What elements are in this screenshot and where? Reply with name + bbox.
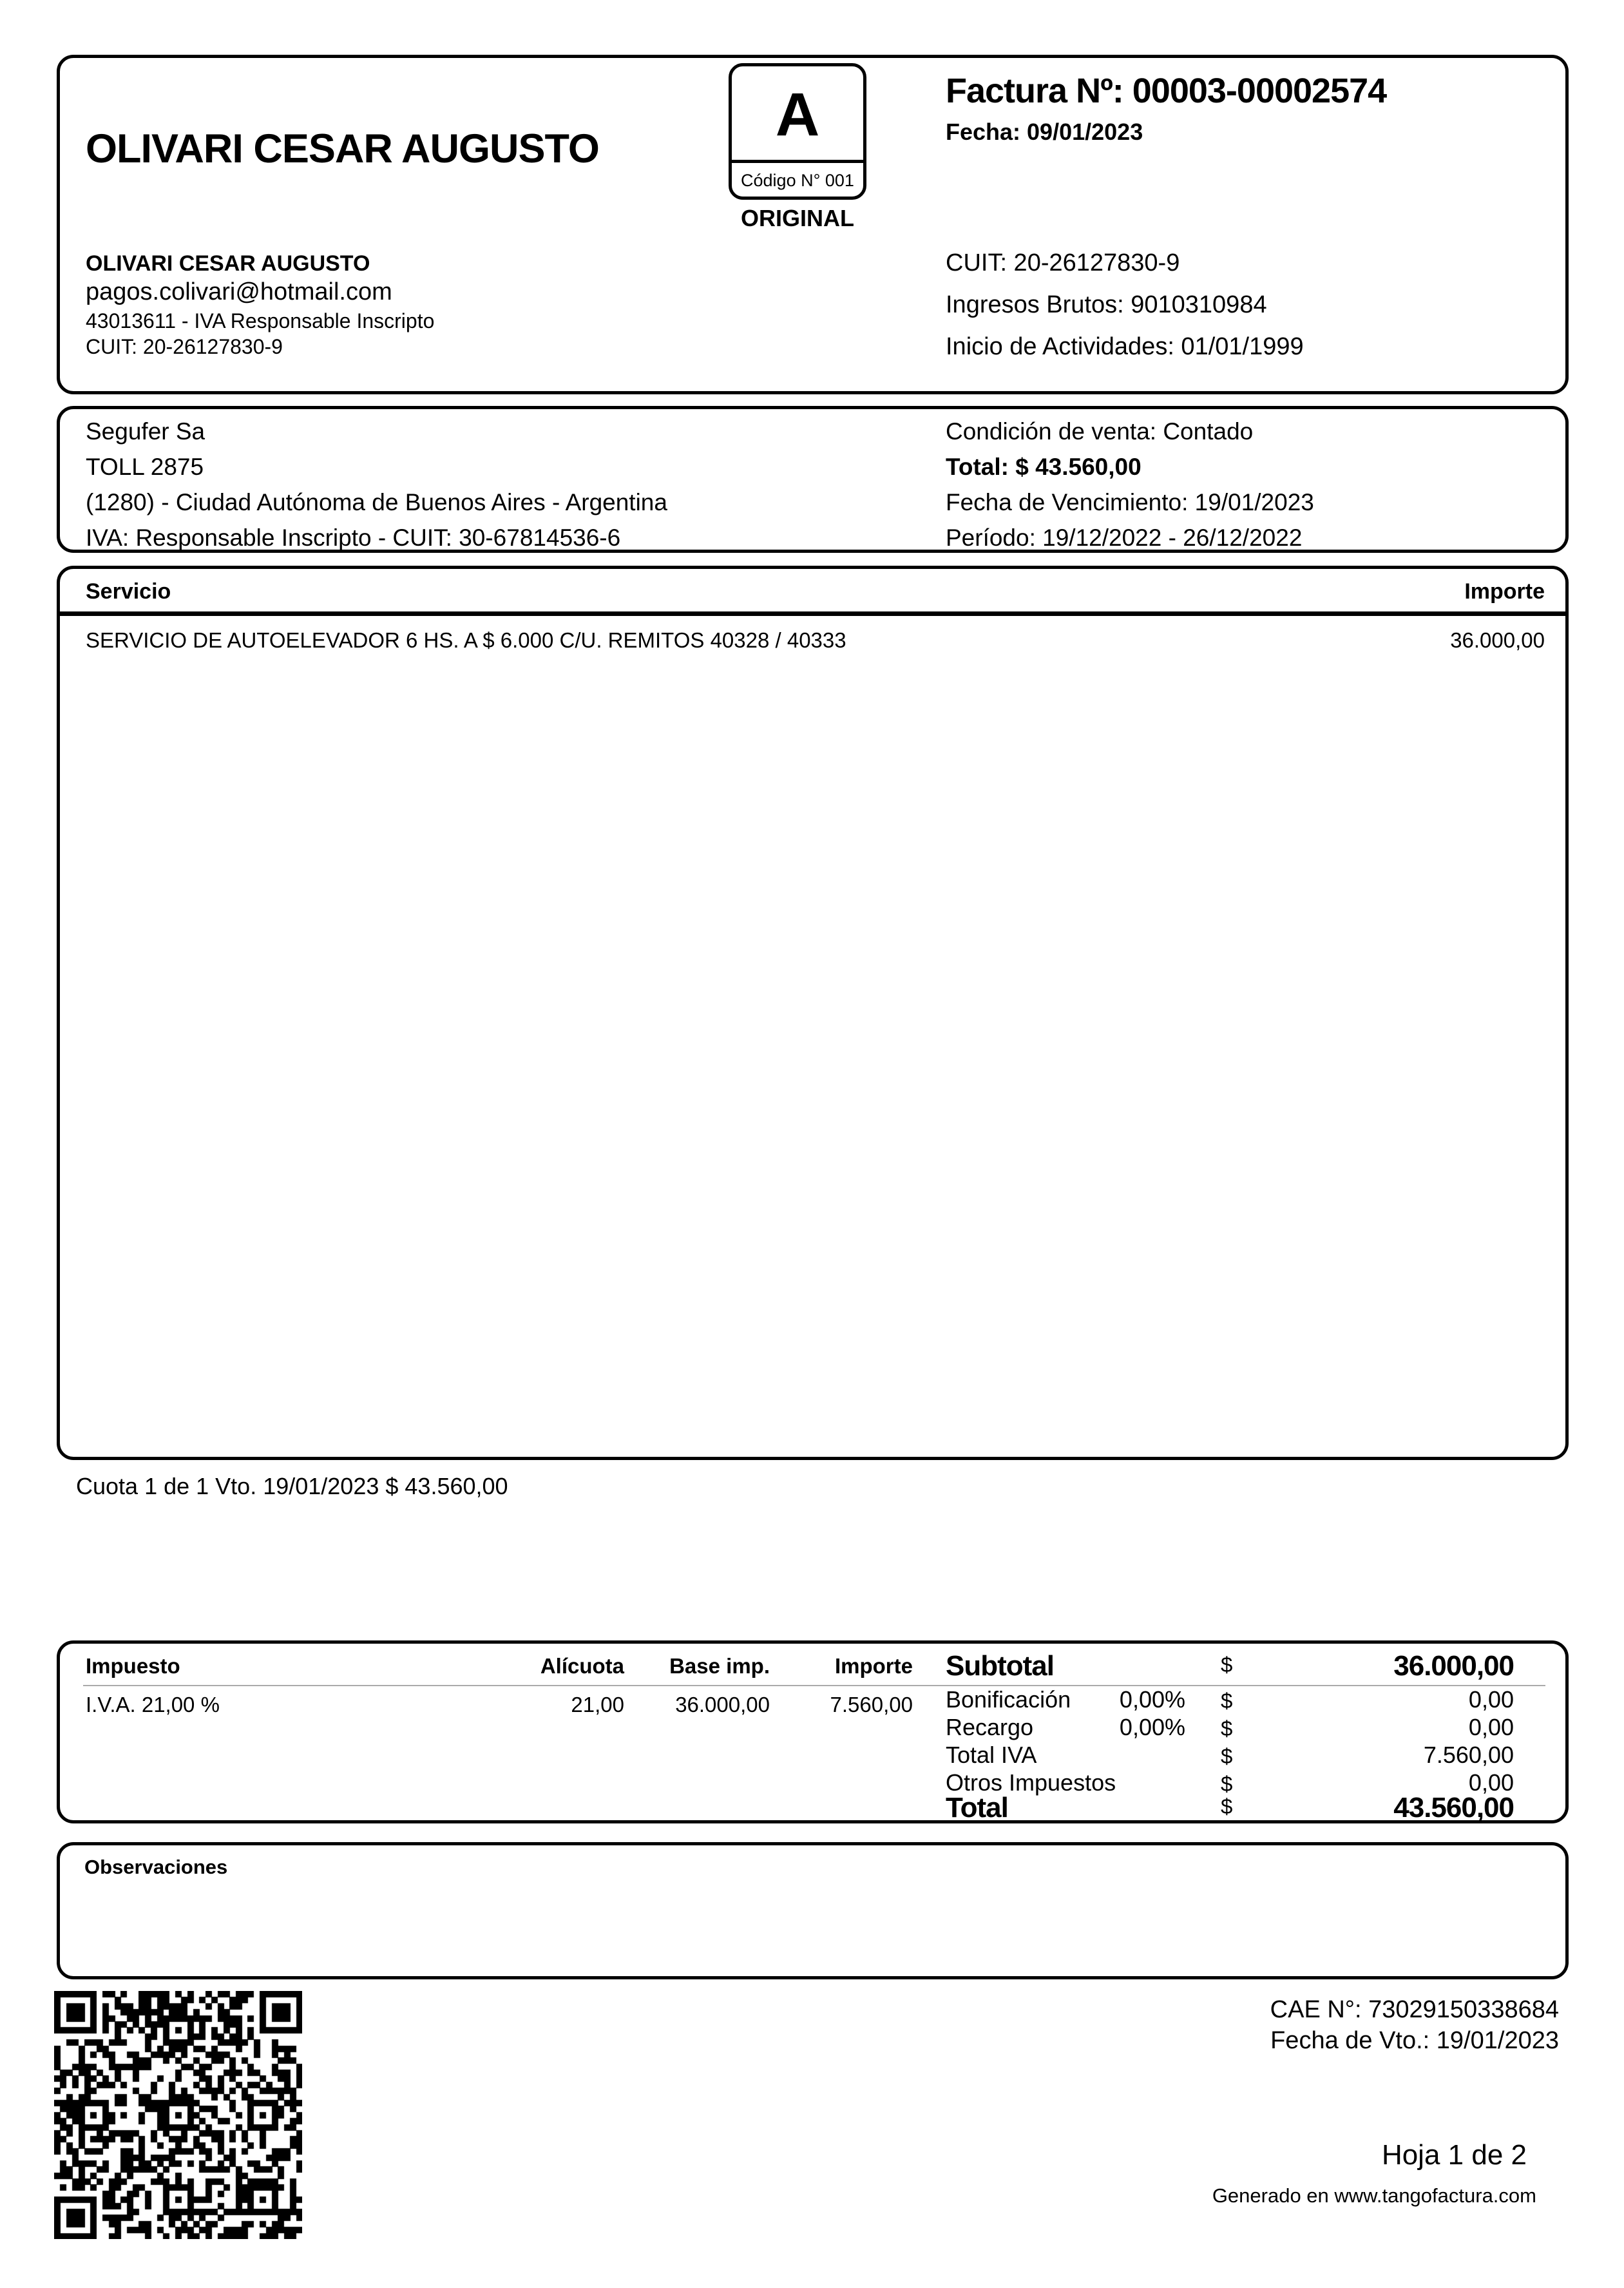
issuer-email: pagos.colivari@hotmail.com xyxy=(86,278,392,305)
installment-line: Cuota 1 de 1 Vto. 19/01/2023 $ 43.560,00 xyxy=(76,1473,508,1499)
totals-amount: 7.560,00 xyxy=(1423,1742,1514,1768)
issuer-registration: 43013611 - IVA Responsable Inscripto xyxy=(86,309,435,332)
currency-sign: $ xyxy=(1221,1744,1233,1768)
items-header-service: Servicio xyxy=(86,579,171,604)
tax-header-base: Base imp. xyxy=(669,1654,770,1678)
invoice-letter: A xyxy=(732,66,863,163)
totals-amount: 0,00 xyxy=(1468,1714,1514,1740)
totals-amount: 43.560,00 xyxy=(1393,1792,1514,1823)
currency-sign: $ xyxy=(1221,1653,1233,1677)
fiscal-gross-income: Ingresos Brutos: 9010310984 xyxy=(946,291,1267,318)
totals-label: Total xyxy=(946,1792,1008,1823)
totals-row-subtotal xyxy=(946,1650,1514,1680)
tax-row-name: I.V.A. 21,00 % xyxy=(86,1693,220,1716)
totals-amount: 0,00 xyxy=(1468,1769,1514,1796)
tax-header-name: Impuesto xyxy=(86,1654,180,1678)
currency-sign: $ xyxy=(1221,1689,1233,1713)
issuer-name: OLIVARI CESAR AUGUSTO xyxy=(86,251,370,276)
tax-totals-box xyxy=(57,1640,1569,1823)
cae-due-date: Fecha de Vto.: 19/01/2023 xyxy=(1270,2027,1559,2054)
client-box xyxy=(57,406,1569,553)
totals-row-discount xyxy=(946,1686,1514,1716)
item-row-description: SERVICIO DE AUTOELEVADOR 6 HS. A $ 6.000 C/U. REMITOS 40328 / 40333 xyxy=(86,628,846,652)
currency-sign: $ xyxy=(1221,1716,1233,1740)
tax-row-amount: 7.560,00 xyxy=(830,1693,913,1716)
currency-sign: $ xyxy=(1221,1794,1233,1818)
items-header-amount: Importe xyxy=(1464,579,1545,604)
due-date: Fecha de Vencimiento: 19/01/2023 xyxy=(946,489,1314,515)
billing-period: Período: 19/12/2022 - 26/12/2022 xyxy=(946,524,1303,551)
generated-by: Generado en www.tangofactura.com xyxy=(1212,2184,1536,2207)
issuer-cuit: CUIT: 20-26127830-9 xyxy=(86,335,283,358)
client-name: Segufer Sa xyxy=(86,418,205,445)
totals-amount: 0,00 xyxy=(1468,1686,1514,1713)
observations-box xyxy=(57,1842,1569,1979)
qr-code xyxy=(54,1991,302,2239)
cae-number: CAE N°: 73029150338684 xyxy=(1270,1996,1559,2023)
currency-sign: $ xyxy=(1221,1772,1233,1796)
fiscal-cuit: CUIT: 20-26127830-9 xyxy=(946,249,1180,276)
sale-condition: Condición de venta: Contado xyxy=(946,418,1254,445)
client-iva-cuit: IVA: Responsable Inscripto - CUIT: 30-67814536-6 xyxy=(86,524,621,551)
tax-row-rate: 21,00 xyxy=(571,1693,624,1716)
observations-label: Observaciones xyxy=(84,1856,228,1878)
totals-percent: 0,00% xyxy=(1119,1714,1185,1740)
tax-header-amount: Importe xyxy=(834,1654,913,1678)
header-box xyxy=(57,55,1569,394)
company-display-name: OLIVARI CESAR AUGUSTO xyxy=(86,126,599,171)
totals-percent: 0,00% xyxy=(1119,1686,1185,1713)
page-number: Hoja 1 de 2 xyxy=(1381,2139,1527,2171)
tax-header-rate: Alícuota xyxy=(540,1654,624,1678)
invoice-date: Fecha: 09/01/2023 xyxy=(946,119,1143,145)
item-row-amount: 36.000,00 xyxy=(1450,628,1545,652)
totals-label: Bonificación xyxy=(946,1686,1071,1713)
totals-label: Recargo xyxy=(946,1714,1034,1740)
invoice-number-title: Factura Nº: 00003-00002574 xyxy=(946,72,1387,110)
items-box xyxy=(57,566,1569,1460)
totals-amount: 36.000,00 xyxy=(1393,1650,1514,1682)
copy-type-label: ORIGINAL xyxy=(741,205,854,231)
tax-row-base: 36.000,00 xyxy=(675,1693,770,1716)
client-total: Total: $ 43.560,00 xyxy=(946,454,1142,480)
totals-row-total-iva xyxy=(946,1742,1514,1771)
totals-label: Otros Impuestos xyxy=(946,1769,1116,1796)
totals-row-surcharge xyxy=(946,1714,1514,1744)
client-address: TOLL 2875 xyxy=(86,454,204,480)
items-header-divider xyxy=(60,611,1565,616)
fiscal-activity-start: Inicio de Actividades: 01/01/1999 xyxy=(946,333,1304,360)
totals-label: Subtotal xyxy=(946,1650,1054,1682)
totals-row-total xyxy=(946,1792,1514,1822)
client-city: (1280) - Ciudad Autónoma de Buenos Aires - Argentina xyxy=(86,489,667,515)
totals-label: Total IVA xyxy=(946,1742,1037,1768)
invoice-letter-code: Código N° 001 xyxy=(741,171,854,190)
invoice-letter-box xyxy=(729,63,866,200)
